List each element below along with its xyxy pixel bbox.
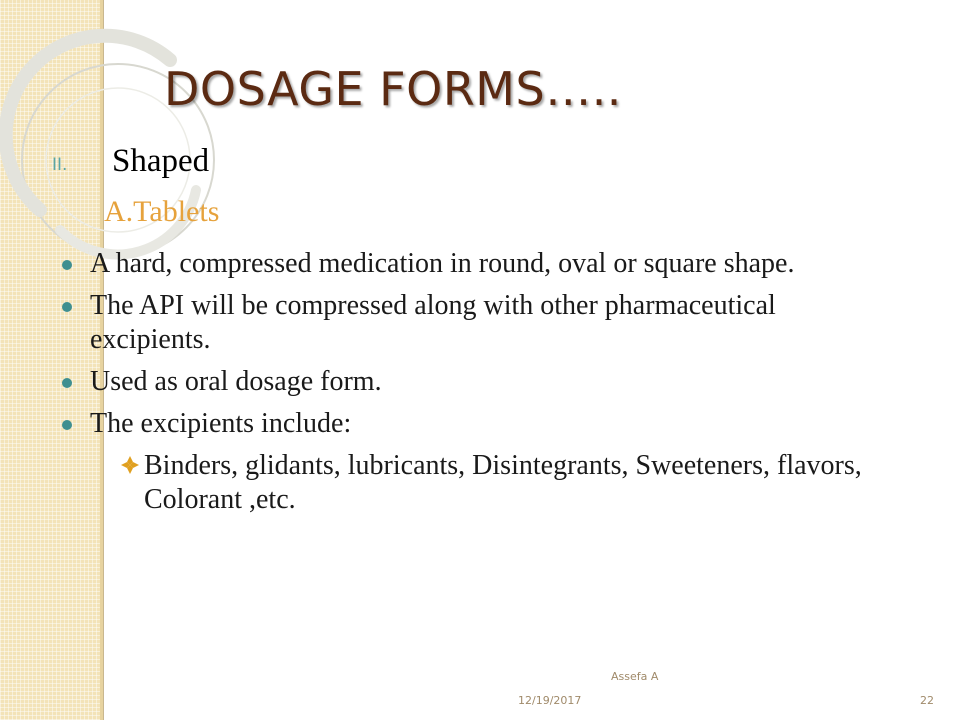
subheading: A.Tablets	[104, 195, 220, 228]
sub-bullet-item	[62, 449, 892, 517]
footer-date: 12/19/2017	[518, 694, 582, 707]
bullet-text: A hard, compressed medication in round, oval or square shape.	[90, 248, 795, 279]
sub-bullet-group	[62, 449, 892, 517]
bullet-text: The API will be compressed along with other pharmaceutical excipients.	[90, 290, 776, 355]
sub-bullet-list	[62, 449, 892, 517]
circle-bullet-icon	[62, 378, 72, 388]
bullet-item	[62, 289, 892, 357]
circle-bullet-icon	[62, 260, 72, 270]
diamond-bullet-icon	[120, 455, 140, 475]
footer-author: Assefa A	[611, 670, 659, 683]
circle-bullet-icon	[62, 302, 72, 312]
bullet-item	[62, 365, 892, 399]
bullet-list	[62, 247, 892, 525]
bullet-item	[62, 407, 892, 441]
slide-title: DOSAGE FORMS…..	[164, 62, 622, 116]
page-number: 22	[920, 694, 934, 707]
bullet-item	[62, 247, 892, 281]
bullet-text: The excipients include:	[90, 408, 352, 439]
section-title: Shaped	[112, 143, 210, 179]
bullet-text: Used as oral dosage form.	[90, 366, 382, 397]
sub-bullet-text: Binders, glidants, lubricants, Disintegrants, Sweeteners, flavors, Colorant ,etc.	[144, 450, 862, 515]
section-marker: II.	[52, 155, 68, 175]
circle-bullet-icon	[62, 420, 72, 430]
